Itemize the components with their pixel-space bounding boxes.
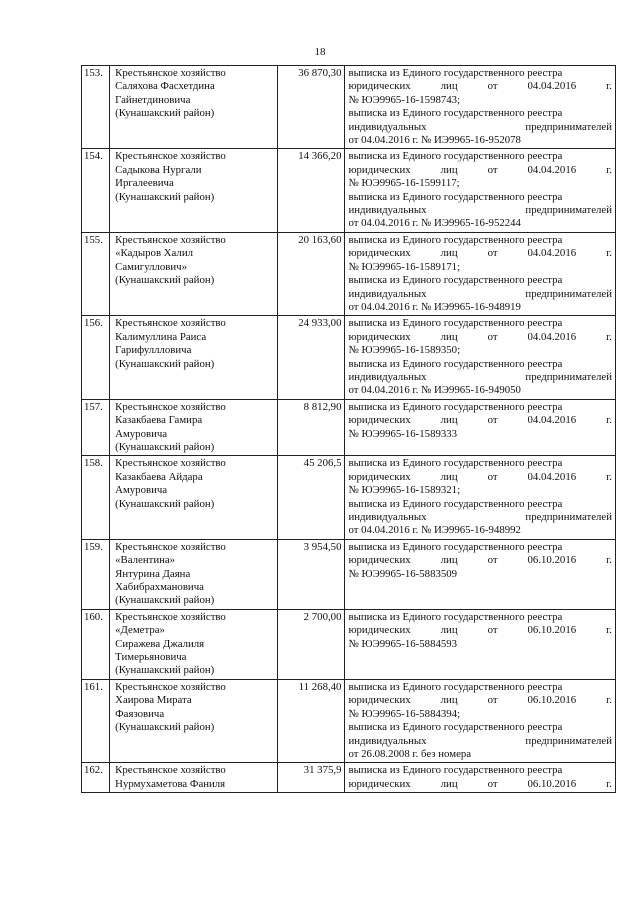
- farm-name-line: Крестьянское хозяйство: [115, 764, 226, 777]
- farm-name-line: Самигуллович»: [115, 260, 187, 273]
- amount: 31 375,9: [278, 763, 345, 793]
- row-number: 159.: [82, 539, 110, 609]
- farm-name-line: Амуровича: [115, 484, 168, 497]
- row-number: 157.: [82, 399, 110, 456]
- register-extract-line: выписка из Единого государственного реестра: [348, 497, 563, 510]
- register-extract-line: от 26.08.2008 г. без номера: [348, 747, 472, 760]
- farm-name-line: «Валентина»: [115, 554, 176, 567]
- farm-name-line: Нурмухаметова Фаниля: [115, 777, 226, 790]
- register-extract-line: от 04.04.2016 г. № ИЭ9965-16-949050: [348, 384, 521, 397]
- farm-name-line: Крестьянское хозяйство: [115, 610, 226, 623]
- farm-name: [110, 456, 278, 539]
- farm-name: [110, 232, 278, 315]
- table-row: [82, 66, 616, 149]
- row-number: 158.: [82, 456, 110, 539]
- register-extract-line: от 04.04.2016 г. № ИЭ9965-16-948992: [348, 524, 521, 537]
- register-extract-line: индивидуальных предпринимателей: [348, 734, 612, 747]
- register-extract-line: от 04.04.2016 г. № ИЭ9965-16-948919: [348, 300, 521, 313]
- farm-name: [110, 539, 278, 609]
- amount: 45 206,5: [278, 456, 345, 539]
- farm-name-line: Крестьянское хозяйство: [115, 67, 226, 79]
- register-extract-line: выписка из Единого государственного реестра: [348, 764, 563, 777]
- register-extract-line: выписка из Единого государственного реестра: [348, 610, 563, 623]
- farm-name-line: (Кунашакский район): [115, 274, 215, 287]
- table-body: [82, 66, 616, 793]
- amount: 2 700,00: [278, 609, 345, 679]
- register-extract-line: юридических лиц от 04.04.2016 г.: [348, 470, 612, 483]
- register-extract-line: индивидуальных предпринимателей: [348, 370, 612, 383]
- register-extract-line: юридических лиц от 06.10.2016 г.: [348, 694, 612, 707]
- register-extract-line: индивидуальных предпринимателей: [348, 287, 612, 300]
- row-number: 153.: [82, 66, 110, 149]
- farm-name-line: Крестьянское хозяйство: [115, 150, 226, 163]
- farm-name-line: Гарифуллловича: [115, 344, 192, 357]
- row-number: 156.: [82, 316, 110, 399]
- register-extract-line: выписка из Единого государственного реестра: [348, 721, 563, 734]
- farm-name-line: Крестьянское хозяйство: [115, 457, 226, 470]
- register-extract: [345, 399, 616, 456]
- farm-name-line: Крестьянское хозяйство: [115, 233, 226, 246]
- register-extract-line: от 04.04.2016 г. № ИЭ9965-16-952078: [348, 134, 521, 147]
- register-extract-line: от 04.04.2016 г. № ИЭ9965-16-952244: [348, 217, 521, 230]
- farm-name-line: Амуровича: [115, 427, 168, 440]
- register-extract-line: юридических лиц от 04.04.2016 г.: [348, 163, 612, 176]
- page-number: 18: [314, 46, 326, 58]
- register-extract-line: выписка из Единого государственного реестра: [348, 400, 563, 413]
- farm-name: [110, 399, 278, 456]
- register-extract-line: юридических лиц от 06.10.2016 г.: [348, 554, 612, 567]
- farm-name-line: (Кунашакский район): [115, 107, 215, 120]
- row-number: 154.: [82, 149, 110, 232]
- register-extract-line: юридических лиц от 06.10.2016 г.: [348, 777, 612, 790]
- register-extract: [345, 456, 616, 539]
- register-extract-line: индивидуальных предпринимателей: [348, 120, 612, 133]
- farm-name-line: (Кунашакский район): [115, 664, 215, 677]
- farm-name-line: Фаязовича: [115, 707, 165, 720]
- farm-name: [110, 316, 278, 399]
- row-number: 162.: [82, 763, 110, 793]
- register-extract-line: выписка из Единого государственного реестра: [348, 190, 563, 203]
- register-extract: [345, 66, 616, 149]
- amount: 8 812,90: [278, 399, 345, 456]
- farm-name: [110, 609, 278, 679]
- register-extract-line: юридических лиц от 04.04.2016 г.: [348, 330, 612, 343]
- register-extract-line: выписка из Единого государственного реестра: [348, 67, 563, 79]
- row-number: 161.: [82, 679, 110, 762]
- register-extract: [345, 679, 616, 762]
- register-extract-line: № ЮЭ9965-16-1589171;: [348, 260, 461, 273]
- farm-name-line: (Кунашакский район): [115, 190, 215, 203]
- table-row: [82, 149, 616, 232]
- table-row: [82, 232, 616, 315]
- farm-name: [110, 679, 278, 762]
- register-extract-line: № ЮЭ9965-16-1599117;: [348, 177, 460, 190]
- table-row: [82, 609, 616, 679]
- row-number: 155.: [82, 232, 110, 315]
- register-extract-line: индивидуальных предпринимателей: [348, 511, 612, 523]
- farm-name-line: Иргалеевича: [115, 177, 174, 190]
- registry-table: [81, 65, 616, 793]
- farm-name-line: Крестьянское хозяйство: [115, 317, 226, 330]
- register-extract-line: выписка из Единого государственного реестра: [348, 317, 563, 330]
- table-row: [82, 539, 616, 609]
- farm-name-line: Хаирова Мирата: [115, 694, 192, 707]
- farm-name-line: Крестьянское хозяйство: [115, 680, 226, 693]
- farm-name-line: Крестьянское хозяйство: [115, 540, 226, 553]
- farm-name-line: «Деметра»: [115, 624, 165, 637]
- farm-name-line: Янтурина Даяна: [115, 567, 191, 580]
- farm-name-line: Калимуллина Раиса: [115, 330, 207, 343]
- register-extract-line: выписка из Единого государственного реестра: [348, 680, 563, 693]
- register-extract: [345, 763, 616, 793]
- farm-name-line: Тимерьяновича: [115, 651, 187, 664]
- register-extract-line: выписка из Единого государственного реестра: [348, 457, 563, 470]
- register-extract-line: выписка из Единого государственного реестра: [348, 150, 563, 163]
- register-extract-line: № ЮЭ9965-16-1589350;: [348, 344, 461, 357]
- farm-name-line: Садыкова Нургали: [115, 163, 202, 176]
- amount: 3 954,50: [278, 539, 345, 609]
- register-extract-line: выписка из Единого государственного реестра: [348, 107, 563, 120]
- farm-name: [110, 763, 278, 793]
- table-row: [82, 316, 616, 399]
- farm-name-line: (Кунашакский район): [115, 594, 215, 607]
- register-extract-line: выписка из Единого государственного реестра: [348, 540, 563, 553]
- register-extract: [345, 149, 616, 232]
- register-extract-line: № ЮЭ9965-16-1589321;: [348, 484, 461, 497]
- farm-name-line: «Кадыров Халил: [115, 247, 193, 260]
- register-extract-line: юридических лиц от 04.04.2016 г.: [348, 80, 612, 93]
- farm-name-line: Хабибрахмановича: [115, 581, 204, 594]
- table-row: [82, 456, 616, 539]
- register-extract-line: № ЮЭ9965-16-5883509: [348, 567, 458, 580]
- farm-name-line: Сиражева Джалиля: [115, 637, 205, 650]
- farm-name-line: Крестьянское хозяйство: [115, 400, 226, 413]
- register-extract-line: юридических лиц от 04.04.2016 г.: [348, 247, 612, 260]
- register-extract: [345, 316, 616, 399]
- register-extract-line: № ЮЭ9965-16-1598743;: [348, 93, 461, 106]
- amount: 24 933,00: [278, 316, 345, 399]
- register-extract-line: выписка из Единого государственного реестра: [348, 274, 563, 287]
- amount: 20 163,60: [278, 232, 345, 315]
- table-row: [82, 399, 616, 456]
- farm-name-line: Гайнетдиновича: [115, 93, 191, 106]
- amount: 36 870,30: [278, 66, 345, 149]
- amount: 11 268,40: [278, 679, 345, 762]
- farm-name-line: Саляхова Фасхетдина: [115, 80, 215, 93]
- farm-name: [110, 66, 278, 149]
- register-extract-line: № ЮЭ9965-16-5884394;: [348, 707, 461, 720]
- amount: 14 366,20: [278, 149, 345, 232]
- row-number: 160.: [82, 609, 110, 679]
- register-extract: [345, 609, 616, 679]
- farm-name-line: (Кунашакский район): [115, 440, 215, 453]
- farm-name-line: Казакбаева Айдара: [115, 470, 203, 483]
- register-extract-line: индивидуальных предпринимателей: [348, 204, 612, 217]
- register-extract: [345, 539, 616, 609]
- register-extract: [345, 232, 616, 315]
- register-extract-line: № ЮЭ9965-16-5884593: [348, 637, 458, 650]
- farm-name-line: Казакбаева Гамира: [115, 414, 203, 427]
- farm-name: [110, 149, 278, 232]
- table-row: [82, 679, 616, 762]
- register-extract-line: юридических лиц от 04.04.2016 г.: [348, 414, 612, 427]
- farm-name-line: (Кунашакский район): [115, 357, 215, 370]
- register-extract-line: юридических лиц от 06.10.2016 г.: [348, 624, 612, 637]
- table-row: [82, 763, 616, 793]
- register-extract-line: выписка из Единого государственного реестра: [348, 233, 563, 246]
- farm-name-line: (Кунашакский район): [115, 721, 215, 734]
- register-extract-line: № ЮЭ9965-16-1589333: [348, 427, 458, 440]
- farm-name-line: (Кунашакский район): [115, 497, 215, 510]
- register-extract-line: выписка из Единого государственного реестра: [348, 357, 563, 370]
